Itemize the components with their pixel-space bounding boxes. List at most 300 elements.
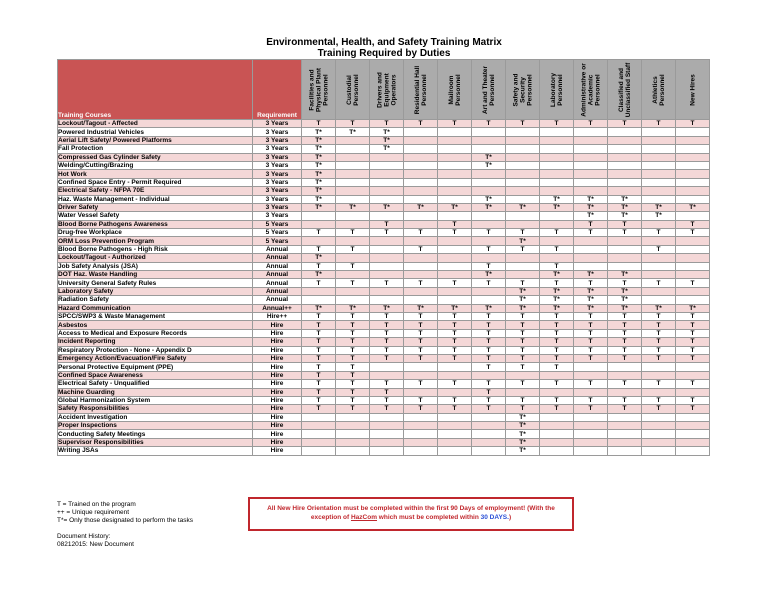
training-mark: T — [302, 346, 336, 354]
table-row — [58, 229, 710, 237]
training-mark — [370, 430, 404, 438]
training-mark — [302, 296, 336, 304]
training-mark — [608, 363, 642, 371]
training-mark: T — [404, 380, 438, 388]
training-mark: T* — [540, 203, 574, 211]
table-row — [58, 346, 710, 354]
training-mark — [574, 254, 608, 262]
training-mark: T — [404, 312, 438, 320]
requirement-cell: Annual — [253, 245, 302, 253]
course-name: Job Safety Analysis (JSA) — [58, 262, 253, 270]
training-mark: T — [540, 229, 574, 237]
training-mark: T — [472, 321, 506, 329]
table-row — [58, 237, 710, 245]
training-mark: T — [574, 229, 608, 237]
training-mark — [676, 438, 710, 446]
training-mark — [574, 363, 608, 371]
training-mark: T* — [506, 296, 540, 304]
training-mark: T — [472, 346, 506, 354]
training-mark: T — [472, 388, 506, 396]
training-mark — [608, 237, 642, 245]
training-mark: T — [302, 329, 336, 337]
training-mark — [404, 145, 438, 153]
requirement-cell: 3 Years — [253, 203, 302, 211]
training-mark: T* — [506, 447, 540, 455]
training-mark — [642, 430, 676, 438]
legend-item: T*= Only those designated to perform the tasks — [57, 517, 194, 524]
requirement-cell: Annual — [253, 271, 302, 279]
training-mark: T* — [302, 178, 336, 186]
course-name: DOT Haz. Waste Handling — [58, 271, 253, 279]
training-mark — [370, 262, 404, 270]
role-label: Administrative or Academic Personnel — [580, 62, 601, 117]
training-mark — [642, 438, 676, 446]
training-mark: T — [540, 354, 574, 362]
notice-hazcom: HazCom — [350, 514, 377, 521]
training-mark: T* — [608, 296, 642, 304]
training-mark — [472, 145, 506, 153]
course-name: Asbestos — [58, 321, 253, 329]
training-mark — [676, 187, 710, 195]
training-mark — [676, 447, 710, 455]
course-name: Global Harmonization System — [58, 396, 253, 404]
training-mark — [404, 296, 438, 304]
training-mark — [438, 371, 472, 379]
training-mark: T* — [336, 128, 370, 136]
training-mark — [574, 438, 608, 446]
training-mark: T* — [540, 304, 574, 312]
table-row — [58, 203, 710, 211]
course-name: Access to Medical and Exposure Records — [58, 329, 253, 337]
training-mark: T — [336, 329, 370, 337]
training-mark — [438, 430, 472, 438]
training-mark: T* — [302, 187, 336, 195]
course-name: Proper Inspections — [58, 422, 253, 430]
training-mark: T — [506, 405, 540, 413]
training-mark — [336, 422, 370, 430]
training-mark — [336, 271, 370, 279]
training-mark: T — [676, 279, 710, 287]
requirement-cell: 3 Years — [253, 212, 302, 220]
training-mark: T — [540, 338, 574, 346]
training-mark: T — [642, 229, 676, 237]
training-mark: T — [472, 354, 506, 362]
training-mark: T — [574, 396, 608, 404]
training-mark: T — [336, 279, 370, 287]
training-mark: T — [642, 329, 676, 337]
training-mark: T — [642, 245, 676, 253]
training-mark: T* — [336, 304, 370, 312]
training-mark: T — [540, 245, 574, 253]
training-mark — [404, 447, 438, 455]
training-mark: T — [540, 312, 574, 320]
training-mark — [370, 371, 404, 379]
training-mark: T* — [506, 422, 540, 430]
training-mark: T — [336, 388, 370, 396]
training-mark — [540, 413, 574, 421]
training-mark: T — [370, 120, 404, 128]
training-mark — [642, 153, 676, 161]
requirement-cell: Hire — [253, 422, 302, 430]
training-mark — [506, 220, 540, 228]
role-label: Custodial Personnel — [345, 73, 360, 106]
training-mark — [608, 422, 642, 430]
training-mark: T* — [302, 254, 336, 262]
training-mark — [336, 287, 370, 295]
training-mark — [642, 136, 676, 144]
training-mark — [540, 438, 574, 446]
training-mark — [370, 237, 404, 245]
training-mark: T* — [302, 203, 336, 211]
training-mark — [676, 161, 710, 169]
training-mark — [506, 145, 540, 153]
training-mark — [540, 220, 574, 228]
training-mark — [370, 413, 404, 421]
training-mark — [404, 178, 438, 186]
training-mark — [642, 388, 676, 396]
training-mark: T — [574, 279, 608, 287]
training-mark: T — [506, 363, 540, 371]
training-mark — [302, 413, 336, 421]
training-mark: T — [404, 279, 438, 287]
training-mark — [574, 262, 608, 270]
training-mark — [642, 422, 676, 430]
training-mark: T* — [472, 304, 506, 312]
training-mark — [370, 161, 404, 169]
training-mark — [302, 447, 336, 455]
training-mark: T — [336, 396, 370, 404]
training-mark — [438, 363, 472, 371]
training-mark: T — [302, 380, 336, 388]
training-mark: T — [302, 405, 336, 413]
training-mark — [336, 145, 370, 153]
training-mark: T — [438, 229, 472, 237]
new-hire-notice — [248, 497, 574, 531]
training-mark — [506, 178, 540, 186]
training-mark: T* — [438, 203, 472, 211]
table-row — [58, 413, 710, 421]
training-mark — [370, 187, 404, 195]
table-row — [58, 195, 710, 203]
training-mark: T — [506, 245, 540, 253]
training-mark: T — [506, 312, 540, 320]
course-name: Aerial Lift Safety/ Powered Platforms — [58, 136, 253, 144]
training-mark — [642, 413, 676, 421]
training-mark: T — [642, 312, 676, 320]
training-mark: T — [370, 380, 404, 388]
course-name: Lockout/Tagout - Authorized — [58, 254, 253, 262]
table-row — [58, 388, 710, 396]
role-label: Athletics Personnel — [651, 73, 666, 106]
requirement-cell: Annual — [253, 262, 302, 270]
training-mark: T — [302, 262, 336, 270]
training-mark — [370, 254, 404, 262]
course-name: Machine Guarding — [58, 388, 253, 396]
table-row — [58, 254, 710, 262]
training-mark — [642, 195, 676, 203]
training-mark: T — [302, 245, 336, 253]
course-name: Respiratory Protection - None - Appendix D — [58, 346, 253, 354]
training-mark — [438, 447, 472, 455]
requirement-cell: 3 Years — [253, 128, 302, 136]
training-mark — [540, 170, 574, 178]
training-mark — [336, 195, 370, 203]
training-mark: T — [336, 312, 370, 320]
training-mark: T — [608, 120, 642, 128]
training-mark — [574, 237, 608, 245]
training-mark: T — [676, 312, 710, 320]
training-mark: T — [472, 329, 506, 337]
legend-item: ++ = Unique requirement — [57, 509, 130, 516]
training-mark — [472, 178, 506, 186]
training-mark: T — [676, 405, 710, 413]
training-mark: T — [540, 363, 574, 371]
training-mark — [336, 254, 370, 262]
training-mark: T* — [506, 430, 540, 438]
training-mark — [438, 153, 472, 161]
table-row — [58, 187, 710, 195]
training-mark — [506, 212, 540, 220]
training-mark — [404, 187, 438, 195]
legend — [57, 501, 193, 525]
training-mark: T* — [404, 203, 438, 211]
training-mark: T — [438, 405, 472, 413]
training-mark: T* — [574, 203, 608, 211]
training-mark — [608, 447, 642, 455]
course-name: Writing JSAs — [58, 447, 253, 455]
training-mark: T — [574, 338, 608, 346]
training-mark — [438, 195, 472, 203]
training-mark — [404, 128, 438, 136]
training-mark: T — [472, 262, 506, 270]
role-header — [336, 60, 370, 120]
training-mark — [404, 438, 438, 446]
training-mark: T — [608, 312, 642, 320]
training-mark — [404, 254, 438, 262]
training-mark — [574, 128, 608, 136]
training-mark — [676, 287, 710, 295]
requirement-cell: Hire — [253, 447, 302, 455]
role-label: Art and Theater Personnel — [481, 65, 496, 114]
training-mark — [438, 187, 472, 195]
training-mark: T — [302, 396, 336, 404]
training-mark — [540, 237, 574, 245]
training-mark — [404, 413, 438, 421]
training-mark: T* — [302, 304, 336, 312]
training-mark — [608, 153, 642, 161]
training-mark: T* — [608, 212, 642, 220]
training-mark — [574, 178, 608, 186]
training-mark: T — [302, 371, 336, 379]
training-mark — [336, 161, 370, 169]
training-mark — [608, 245, 642, 253]
training-mark — [472, 438, 506, 446]
course-name: Fall Protection — [58, 145, 253, 153]
training-mark — [676, 195, 710, 203]
training-mark — [404, 153, 438, 161]
training-mark — [642, 237, 676, 245]
training-mark: T — [676, 229, 710, 237]
training-mark: T — [404, 396, 438, 404]
requirement-cell: Hire — [253, 405, 302, 413]
training-mark — [370, 153, 404, 161]
requirement-header: Requirement — [253, 60, 302, 120]
training-mark — [302, 287, 336, 295]
training-mark: T — [506, 380, 540, 388]
training-mark — [540, 187, 574, 195]
training-mark — [676, 245, 710, 253]
table-row — [58, 136, 710, 144]
training-mark: T — [370, 279, 404, 287]
course-name: Welding/Cutting/Brazing — [58, 161, 253, 169]
training-mark — [472, 296, 506, 304]
training-mark: T — [506, 338, 540, 346]
training-mark — [472, 136, 506, 144]
training-mark — [438, 245, 472, 253]
training-mark — [438, 262, 472, 270]
training-mark: T — [336, 346, 370, 354]
training-mark: T — [506, 321, 540, 329]
training-mark: T — [540, 321, 574, 329]
training-mark — [506, 371, 540, 379]
requirement-cell: Hire — [253, 380, 302, 388]
training-mark: T — [302, 312, 336, 320]
training-mark — [336, 237, 370, 245]
requirement-cell: Hire — [253, 430, 302, 438]
course-name: Blood Borne Pathogens - High Risk — [58, 245, 253, 253]
course-name: Blood Borne Pathogens Awareness — [58, 220, 253, 228]
training-mark — [608, 136, 642, 144]
course-name: Laboratory Safety — [58, 287, 253, 295]
training-mark: T — [336, 338, 370, 346]
training-mark — [574, 413, 608, 421]
training-mark — [336, 178, 370, 186]
training-mark — [574, 388, 608, 396]
course-name: Haz. Waste Management - Individual — [58, 195, 253, 203]
role-label: Residential Hall Personnel — [413, 65, 428, 114]
requirement-cell: Hire — [253, 354, 302, 362]
training-mark — [608, 128, 642, 136]
training-mark — [540, 161, 574, 169]
training-mark: T* — [302, 128, 336, 136]
training-mark: T — [438, 279, 472, 287]
training-mark — [574, 145, 608, 153]
training-mark: T — [370, 229, 404, 237]
training-mark — [642, 296, 676, 304]
training-matrix-table — [57, 59, 710, 456]
table-row — [58, 447, 710, 455]
training-mark: T — [676, 380, 710, 388]
requirement-cell: Hire — [253, 413, 302, 421]
course-name: Confined Space Awareness — [58, 371, 253, 379]
training-mark: T — [302, 354, 336, 362]
training-mark — [676, 363, 710, 371]
training-mark — [404, 212, 438, 220]
courses-header: Training Courses — [58, 60, 253, 120]
training-mark: T — [574, 354, 608, 362]
table-row — [58, 161, 710, 169]
table-row — [58, 338, 710, 346]
training-mark: T* — [404, 304, 438, 312]
training-mark: T — [540, 346, 574, 354]
requirement-cell: Hire — [253, 388, 302, 396]
training-mark: T — [676, 220, 710, 228]
table-row — [58, 405, 710, 413]
requirement-cell: 3 Years — [253, 145, 302, 153]
training-mark — [676, 212, 710, 220]
training-mark — [608, 438, 642, 446]
training-mark: T* — [472, 195, 506, 203]
training-mark: T — [676, 338, 710, 346]
history-entry: 08212015: New Document — [57, 541, 134, 548]
training-mark: T — [540, 279, 574, 287]
training-mark — [438, 212, 472, 220]
table-row — [58, 422, 710, 430]
course-name: Powered Industrial Vehicles — [58, 128, 253, 136]
matrix-title: Environmental, Health, and Safety Training Matrix — [266, 37, 502, 48]
training-mark: T — [438, 329, 472, 337]
requirement-cell: 5 Years — [253, 229, 302, 237]
training-mark: T — [506, 279, 540, 287]
training-mark: T* — [574, 195, 608, 203]
training-mark: T — [370, 312, 404, 320]
training-mark: T — [404, 354, 438, 362]
course-name: Driver Safety — [58, 203, 253, 211]
training-mark: T* — [438, 304, 472, 312]
training-mark: T — [302, 120, 336, 128]
table-row — [58, 128, 710, 136]
training-mark — [404, 271, 438, 279]
course-name: Radiation Safety — [58, 296, 253, 304]
training-mark: T — [540, 405, 574, 413]
training-mark — [540, 371, 574, 379]
training-mark — [540, 447, 574, 455]
requirement-cell: Annual — [253, 254, 302, 262]
training-mark — [642, 363, 676, 371]
training-mark: T — [302, 279, 336, 287]
requirement-cell: 3 Years — [253, 170, 302, 178]
course-name: Supervisor Responsibilities — [58, 438, 253, 446]
training-mark: T* — [642, 212, 676, 220]
course-name: University General Safety Rules — [58, 279, 253, 287]
training-mark: T* — [302, 153, 336, 161]
table-row — [58, 371, 710, 379]
training-mark: T* — [574, 287, 608, 295]
training-mark: T — [608, 279, 642, 287]
training-mark: T — [404, 329, 438, 337]
training-mark: T — [438, 120, 472, 128]
course-name: Water Vessel Safety — [58, 212, 253, 220]
training-mark: T — [642, 396, 676, 404]
training-mark: T — [370, 220, 404, 228]
training-mark: T — [608, 338, 642, 346]
training-mark — [676, 413, 710, 421]
training-mark — [608, 262, 642, 270]
training-mark — [404, 161, 438, 169]
training-mark — [642, 128, 676, 136]
table-row — [58, 245, 710, 253]
training-mark: T — [472, 245, 506, 253]
training-mark — [540, 430, 574, 438]
training-mark: T* — [676, 203, 710, 211]
course-name: Hot Work — [58, 170, 253, 178]
course-name: Conducting Safety Meetings — [58, 430, 253, 438]
training-mark: T — [574, 321, 608, 329]
table-row — [58, 363, 710, 371]
training-mark: T — [506, 229, 540, 237]
course-name: SPCC/SWP3 & Waste Management — [58, 312, 253, 320]
training-mark: T — [642, 380, 676, 388]
